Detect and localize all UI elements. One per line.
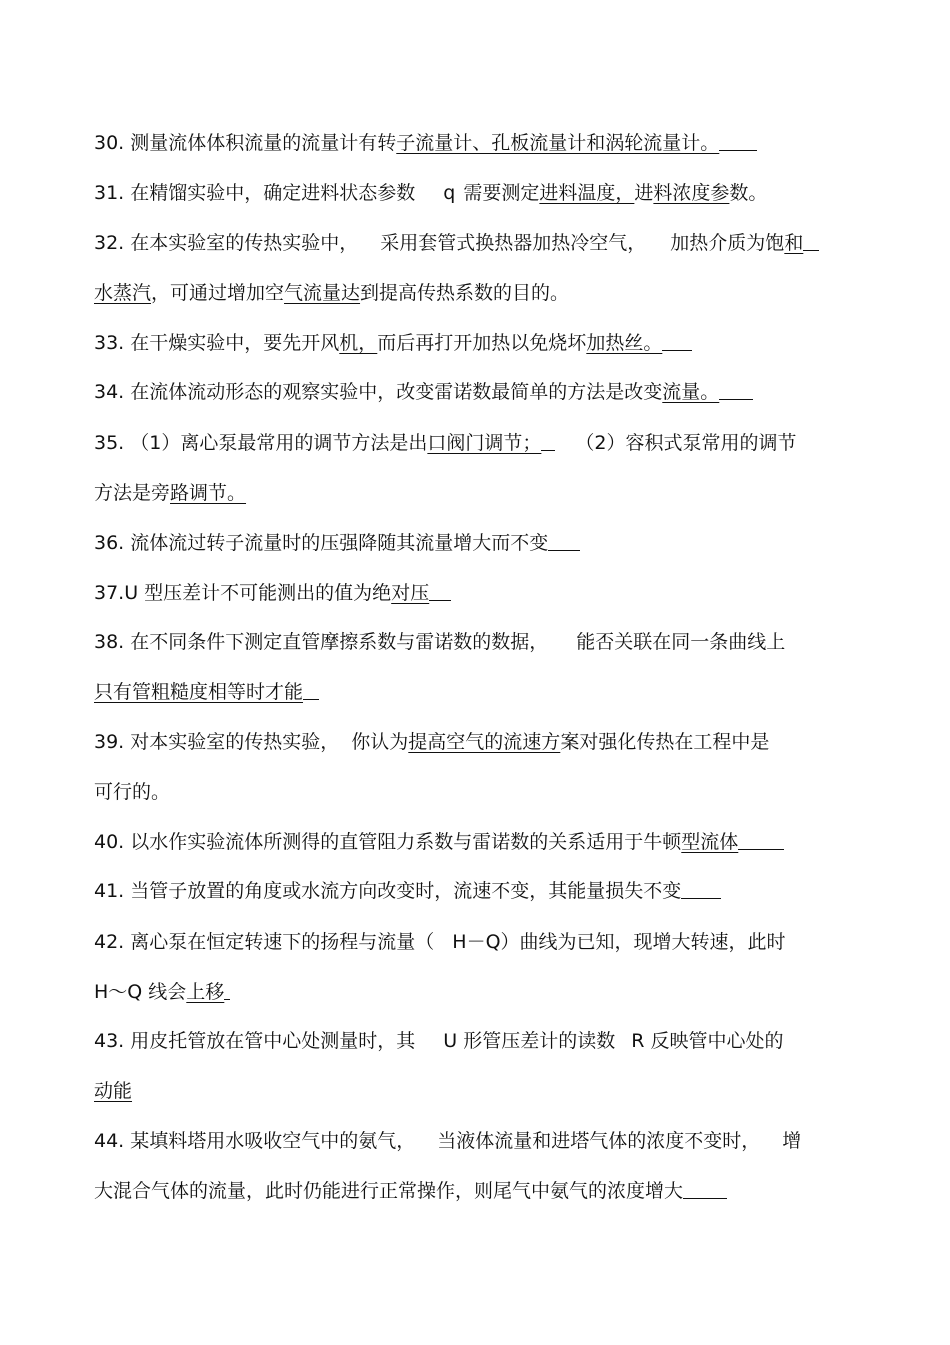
question-text: 需要测定 bbox=[463, 182, 540, 204]
answer-blank bbox=[541, 430, 555, 451]
answer-underlined: 水蒸汽 bbox=[94, 282, 152, 304]
answer-underlined: 机， bbox=[339, 332, 378, 354]
question-39 bbox=[94, 729, 769, 755]
question-36 bbox=[94, 530, 580, 556]
question-text: 在流体流动形态的观察实验中，改变雷诺数最简单的方法是改变 bbox=[130, 381, 663, 403]
question-text: H～Q 线会 bbox=[94, 981, 187, 1003]
question-text: 在不同条件下测定直管摩擦系数与雷诺数的数据， bbox=[130, 631, 549, 653]
question-number: 35. bbox=[94, 432, 125, 454]
question-31 bbox=[94, 180, 767, 206]
answer-underlined: 对压 bbox=[391, 582, 430, 604]
question-35 bbox=[94, 430, 796, 456]
question-35-cont bbox=[94, 480, 246, 506]
question-42-cont bbox=[94, 979, 230, 1005]
answer-underlined: 料浓度参 bbox=[653, 182, 730, 204]
question-40 bbox=[94, 829, 784, 855]
answer-underlined: 气流量达 bbox=[284, 282, 361, 304]
answer-underlined: 流量。 bbox=[662, 381, 720, 403]
answer-blank bbox=[303, 679, 319, 700]
question-text: 进 bbox=[634, 182, 654, 204]
question-number: 40. bbox=[94, 831, 125, 853]
question-number: 41. bbox=[94, 880, 125, 902]
answer-underlined: 子流量计、孔板流量计和涡轮流量计。 bbox=[396, 132, 720, 154]
question-text: 而后再打开加热以免烧坏 bbox=[377, 332, 587, 354]
question-number: 33. bbox=[94, 332, 125, 354]
question-number: 31. bbox=[94, 182, 125, 204]
question-text: H－Q）曲线为已知，现增大转速，此时 bbox=[452, 931, 786, 953]
question-37 bbox=[94, 580, 451, 606]
question-text: 测量流体体积流量的流量计有转 bbox=[130, 132, 397, 154]
question-32 bbox=[94, 230, 819, 256]
question-text: 在精馏实验中，确定进料状态参数 bbox=[130, 182, 416, 204]
answer-blank bbox=[803, 230, 819, 251]
question-text: 增 bbox=[782, 1130, 802, 1152]
question-text: 在本实验室的传热实验中， bbox=[130, 232, 359, 254]
question-number: 39. bbox=[94, 731, 125, 753]
question-44 bbox=[94, 1128, 801, 1154]
answer-blank bbox=[662, 330, 692, 351]
answer-underlined: 动能 bbox=[94, 1080, 133, 1102]
answer-underlined: 路调节。 bbox=[170, 482, 247, 504]
answer-underlined: 型流体 bbox=[681, 831, 739, 853]
question-text: （1）离心泵最常用的调节方法是出 bbox=[130, 432, 428, 454]
question-text: R 反映管中心处的 bbox=[631, 1030, 784, 1052]
question-number: 30. bbox=[94, 132, 125, 154]
question-text: 加热介质为饱 bbox=[670, 232, 785, 254]
question-38-cont bbox=[94, 679, 319, 705]
question-text: 到提高传热系数的目的。 bbox=[360, 282, 570, 304]
question-38 bbox=[94, 629, 785, 655]
answer-underlined: 和 bbox=[784, 232, 804, 254]
question-text: 你认为 bbox=[351, 731, 409, 753]
answer-underlined: 提高空气的流速方 bbox=[408, 731, 561, 753]
question-39-cont bbox=[94, 779, 170, 805]
answer-blank bbox=[719, 379, 753, 400]
question-text: 离心泵在恒定转速下的扬程与流量（ bbox=[130, 931, 435, 953]
answer-blank bbox=[738, 829, 784, 850]
question-text: 某填料塔用水吸收空气中的氨气， bbox=[130, 1130, 416, 1152]
question-number: 34. bbox=[94, 381, 125, 403]
question-number: 37.U bbox=[94, 582, 139, 604]
question-41 bbox=[94, 878, 721, 904]
question-text: 流体流过转子流量时的压强降随其流量增大而不变 bbox=[130, 532, 549, 554]
question-number: 38. bbox=[94, 631, 125, 653]
answer-blank bbox=[681, 878, 721, 899]
question-text: 案对强化传热在工程中是 bbox=[560, 731, 770, 753]
question-text: 以水作实验流体所测得的直管阻力系数与雷诺数的关系适用于牛顿 bbox=[130, 831, 682, 853]
question-number: 44. bbox=[94, 1130, 125, 1152]
question-42 bbox=[94, 929, 786, 955]
answer-underlined: 口阀门调节； bbox=[427, 432, 542, 454]
answer-underlined: 只有管粗糙度相等时才能 bbox=[94, 681, 304, 703]
answer-blank bbox=[719, 130, 757, 151]
question-text: 数。 bbox=[729, 182, 768, 204]
answer-blank bbox=[224, 979, 230, 1000]
question-number: 43. bbox=[94, 1030, 125, 1052]
question-text: 在干燥实验中，要先开风 bbox=[130, 332, 340, 354]
question-text: ，可通过增加空 bbox=[151, 282, 285, 304]
question-44-cont bbox=[94, 1178, 727, 1204]
question-number: 36. bbox=[94, 532, 125, 554]
question-text: 可行的。 bbox=[94, 781, 171, 803]
question-34 bbox=[94, 379, 753, 405]
answer-underlined: 上移 bbox=[186, 981, 225, 1003]
question-43-cont bbox=[94, 1078, 132, 1104]
question-text: 大混合气体的流量，此时仍能进行正常操作，则尾气中氨气的浓度增大 bbox=[94, 1180, 684, 1202]
answer-blank bbox=[429, 580, 451, 601]
question-text: 能否关联在同一条曲线上 bbox=[576, 631, 786, 653]
question-32-cont bbox=[94, 280, 569, 306]
question-text: 采用套管式换热器加热冷空气， bbox=[380, 232, 647, 254]
question-text: 对本实验室的传热实验， bbox=[130, 731, 340, 753]
question-text: （2）容积式泵常用的调节 bbox=[575, 432, 797, 454]
question-text: U 形管压差计的读数 bbox=[443, 1030, 616, 1052]
question-text: 型压差计不可能测出的值为绝 bbox=[144, 582, 392, 604]
question-text: 用皮托管放在管中心处测量时，其 bbox=[130, 1030, 416, 1052]
question-text: q bbox=[443, 182, 456, 204]
question-number: 42. bbox=[94, 931, 125, 953]
question-33 bbox=[94, 330, 692, 356]
answer-blank bbox=[548, 530, 580, 551]
question-number: 32. bbox=[94, 232, 125, 254]
question-text: 当管子放置的角度或水流方向改变时，流速不变，其能量损失不变 bbox=[130, 880, 682, 902]
question-text: 方法是旁 bbox=[94, 482, 171, 504]
answer-underlined: 进料温度， bbox=[539, 182, 635, 204]
answer-blank bbox=[683, 1178, 727, 1199]
answer-underlined: 加热丝。 bbox=[586, 332, 663, 354]
question-text: 当液体流量和进塔气体的浓度不变时， bbox=[437, 1130, 761, 1152]
question-30 bbox=[94, 130, 757, 156]
question-43 bbox=[94, 1028, 783, 1054]
